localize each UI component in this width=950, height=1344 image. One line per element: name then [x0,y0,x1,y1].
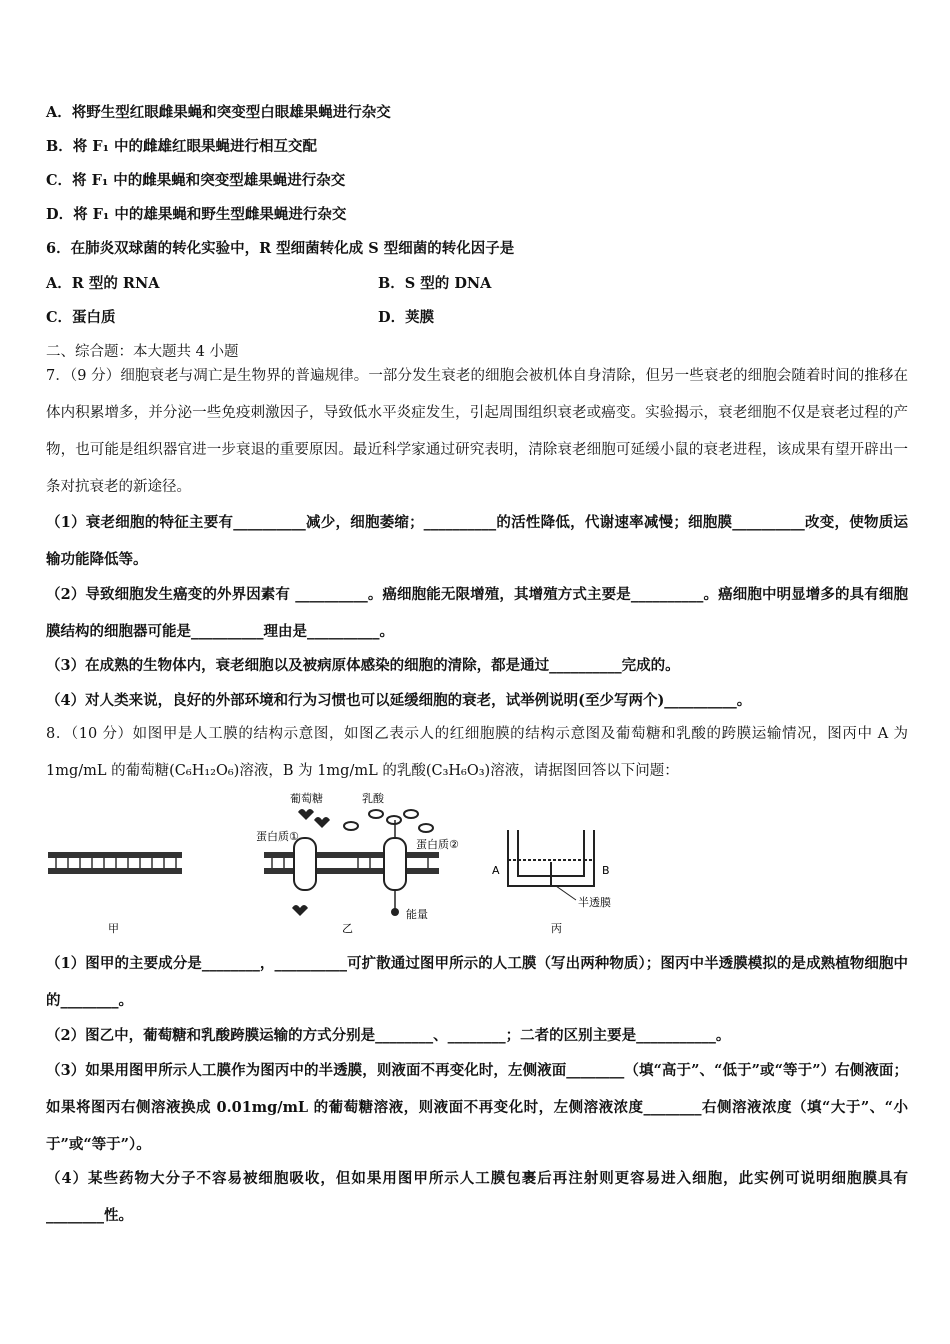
figure-jia-bilayer [48,852,182,874]
label-membrane: 半透膜 [578,896,611,909]
q8-part1: （1）图甲的主要成分是________，__________可扩散通过图甲所示的人工膜（写出两种物质）；图丙中半透膜模拟的是成熟植物细胞中的________。 [46,955,908,1009]
protein2-shape [384,838,406,890]
protein1-shape [294,838,316,890]
q7-stem: 7．（9 分）细胞衰老与凋亡是生物界的普遍规律。一部分发生衰老的细胞会被机体自身清除，但另一些衰老的细胞会随着时间的推移在体内积累增多，并分泌一些免疫刺激因子，导致低水平炎症发生，引起周围组织衰老或癌变。实验揭示，衰老细胞不仅是衰老过程的产物，也可能是组织器官进一步衰退的重要原因。最近科学家通过研究表明，清除衰老细胞可延缓小鼠的衰老进程，该成果有望开辟出一条对抗衰老的新途径。 [46,368,908,495]
q8-part4: （4）某些药物大分子不容易被细胞吸收，但如果用图甲所示人工膜包裹后再注射则更容易进入细胞，此实例可说明细胞膜具有________性。 [46,1170,908,1224]
label-protein2: 蛋白质② [416,838,459,851]
q5-option-c: C．将 F₁ 中的雌果蝇和突变型雄果蝇进行杂交 [46,172,346,189]
label-a: A [492,864,500,877]
q6-option-a: A．R 型的 RNA [46,275,160,292]
label-b: B [602,864,610,877]
q7-part1: （1）衰老细胞的特征主要有__________减少，细胞萎缩；__________的活性降低，代谢速率减慢；细胞膜__________改变，使物质运输功能降低等。 [46,514,908,568]
q6-option-b: B．S 型的 DNA [378,275,492,292]
label-energy: 能量 [406,908,428,921]
figure-yi-membrane [264,809,439,916]
q6-option-d: D．荚膜 [378,309,435,326]
membrane-figure [46,790,646,940]
q5-option-a: A．将野生型红眼雌果蝇和突变型白眼雄果蝇进行杂交 [46,104,391,121]
q7-part3: （3）在成熟的生物体内，衰老细胞以及被病原体感染的细胞的清除，都是通过__________完成的。 [46,657,680,674]
q5-option-b: B．将 F₁ 中的雌雄红眼果蝇进行相互交配 [46,138,317,155]
figure-bing-utube [508,830,594,900]
q8-part2: （2）图乙中，葡萄糖和乳酸跨膜运输的方式分别是________、________；二者的区别主要是___________。 [46,1027,731,1044]
label-bing: 丙 [551,922,562,935]
q5-option-d: D．将 F₁ 中的雄果蝇和野生型雌果蝇进行杂交 [46,206,347,223]
q6-option-c: C．蛋白质 [46,309,116,326]
q7-part2: （2）导致细胞发生癌变的外界因素有 __________。癌细胞能无限增殖，其增殖方式主要是__________。癌细胞中明显增多的具有细胞膜结构的细胞器可能是__________理由是__________。 [46,586,908,640]
label-lactate: 乳酸 [362,792,384,805]
section-heading: 二、综合题：本大题共 4 小题 [46,344,239,360]
label-jia: 甲 [108,922,119,935]
label-protein1: 蛋白质① [256,830,299,843]
q6-stem: 6．在肺炎双球菌的转化实验中，R 型细菌转化成 S 型细菌的转化因子是 [46,240,515,257]
q7-part4: （4）对人类来说，良好的外部环境和行为习惯也可以延缓细胞的衰老，试举例说明(至少写两个)__________。 [46,692,752,709]
label-yi: 乙 [342,922,353,935]
q8-part3: （3）如果用图甲所示人工膜作为图丙中的半透膜，则液面不再变化时，左侧液面________（填“高于”、“低于”或“等于”）右侧液面；如果将图丙右侧溶液换成 0.01mg/mL 的葡萄糖溶液，则液面不再变化时，左侧溶液浓度________右侧溶液浓度（填“大于”、“小于”或“等于”）。 [46,1062,908,1153]
q8-stem: 8．（10 分）如图甲是人工膜的结构示意图，如图乙表示人的红细胞膜的结构示意图及葡萄糖和乳酸的跨膜运输情况，图丙中 A 为 1mg/mL 的葡萄糖(C₆H₁₂O₆)溶液，B 为 1mg/mL 的乳酸(C₃H₆O₃)溶液，请据图回答以下问题： [46,726,908,779]
label-glucose: 葡萄糖 [290,792,323,805]
